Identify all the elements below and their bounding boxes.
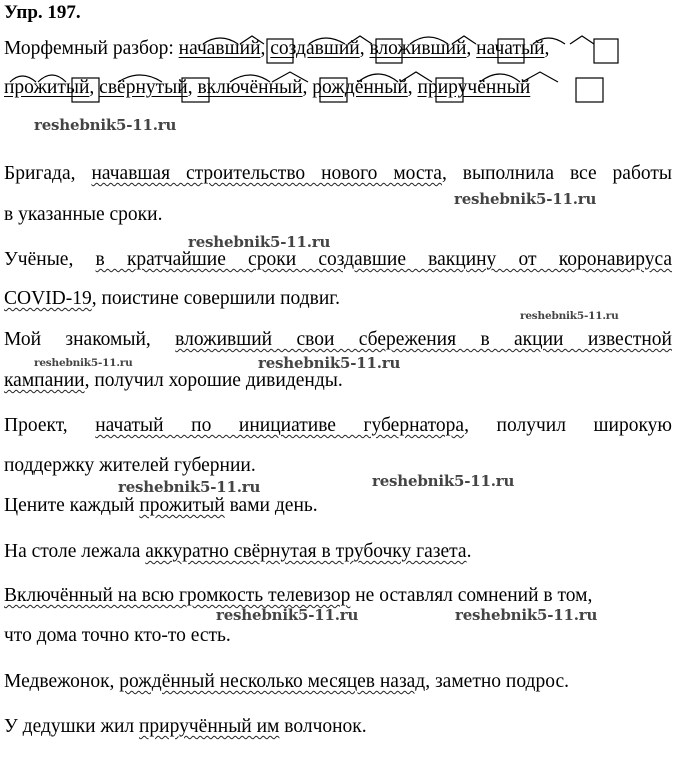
suffix-cap-icon [570, 36, 594, 44]
sentence-1-line-2: в указанные сроки. [4, 204, 163, 225]
root-arc-icon [230, 75, 270, 82]
ending-box-icon [182, 78, 209, 102]
sentence-5: Цените каждый прожитый вами день. [4, 495, 318, 516]
root-arc-icon [38, 75, 66, 82]
sentence-3-line-2: кампании, получил хорошие дивиденды. [4, 370, 343, 391]
ending-box-icon [436, 78, 463, 102]
root-arc-icon [118, 75, 162, 82]
suffix-cap-icon [348, 36, 372, 44]
sentence-3-line-1: Мой знакомый, вложивший свои сбережения в акции известной [4, 329, 672, 350]
sentence-1-line-1: Бригада, начавшая строительство нового моста, выполнила все работы [4, 163, 672, 184]
watermark: reshebnik5-11.ru [34, 357, 133, 369]
watermark: reshebnik5-11.ru [188, 233, 331, 251]
root-arc-icon [480, 74, 520, 82]
morpheme-word: рождённый [312, 77, 408, 98]
ending-box-icon [72, 78, 99, 102]
prefix-cap-icon [10, 76, 36, 82]
sentence-4-line-1: Проект, начатый по инициативе губернатора, получил широкую [4, 415, 672, 436]
ending-box-icon [576, 78, 603, 102]
ending-box-icon [376, 39, 402, 63]
watermark: reshebnik5-11.ru [34, 116, 177, 134]
watermark: reshebnik5-11.ru [216, 606, 359, 624]
morpheme-line-1: Морфемный разбор: начавший, создавший, вложивший, начатый, [4, 38, 550, 59]
exercise-title: Упр. 197. [4, 2, 81, 23]
morpheme-word: свёрнутый [99, 77, 188, 98]
suffix-cap-icon [400, 72, 432, 82]
sentence-6: На столе лежала аккуратно свёрнутая в трубочку газета. [4, 541, 472, 562]
ending-box-icon [498, 39, 524, 63]
root-arc-icon [358, 74, 398, 82]
suffix-cap-icon [240, 36, 264, 44]
watermark: reshebnik5-11.ru [372, 472, 515, 490]
watermark: reshebnik5-11.ru [455, 606, 598, 624]
sentence-8: Медвежонок, рождённый несколько месяцев назад, заметно подрос. [4, 671, 569, 692]
suffix-cap-icon [452, 36, 476, 44]
morpheme-word: прожитый [4, 77, 90, 98]
morpheme-markings [0, 0, 676, 110]
sentence-7-line-1: Включённый на всю громкость телевизор не оставлял сомнений в том, [4, 585, 593, 606]
morpheme-word: начавший [178, 38, 261, 59]
morpheme-word: приручённый [417, 77, 531, 98]
sentence-2-line-1: Учёные, в кратчайшие сроки создавшие вакцину от коронавируса [4, 249, 672, 270]
watermark: reshebnik5-11.ru [258, 354, 401, 372]
morpheme-label: Морфемный разбор: [4, 38, 174, 59]
morpheme-word: включённый [197, 77, 303, 98]
root-arc-icon [410, 37, 448, 44]
suffix-cap-icon [272, 72, 308, 82]
sentence-9: У дедушки жил приручённый им волчонок. [4, 716, 367, 737]
morpheme-word: начатый [476, 38, 545, 59]
morpheme-word: вложивший [369, 38, 467, 59]
watermark: reshebnik5-11.ru [520, 310, 619, 322]
sentence-4-line-2: поддержку жителей губернии. [4, 455, 256, 476]
ending-box-icon [267, 39, 293, 63]
watermark: reshebnik5-11.ru [118, 478, 261, 496]
watermark: reshebnik5-11.ru [454, 190, 597, 208]
ending-box-icon [594, 39, 618, 63]
morpheme-word: создавший [270, 38, 360, 59]
sentence-2-line-2: COVID-19, поистине совершили подвиг. [4, 288, 340, 309]
root-arc-icon [533, 38, 565, 44]
root-arc-icon [309, 38, 345, 44]
morpheme-line-2: прожитый, свёрнутый, включённый, рождённый, приручённый [4, 77, 531, 98]
root-arc-icon [203, 38, 238, 44]
ending-box-icon [320, 78, 347, 102]
sentence-7-line-2: что дома точно кто-то есть. [4, 625, 231, 646]
suffix-cap-icon [522, 72, 558, 82]
